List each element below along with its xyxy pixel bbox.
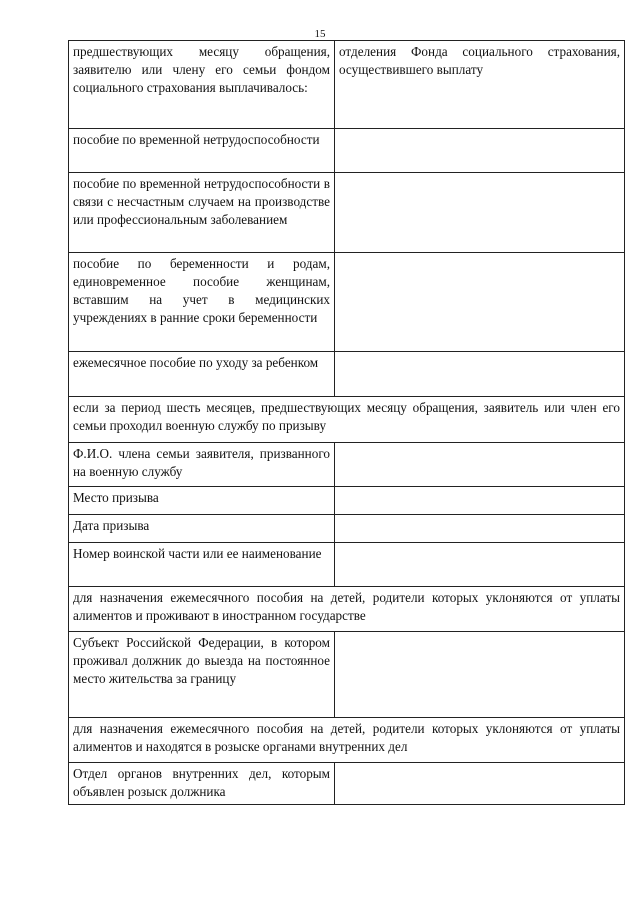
field-label: Дата призыва [69,515,335,543]
table-row [69,173,625,253]
page-number: 15 [314,28,326,40]
field-label: Субъект Российской Федерации, в котором проживал должник до выезда на постоянное место жительства за границу [69,632,335,718]
field-label: Отдел органов внутренних дел, которым объявлен розыск должника [69,763,335,805]
application-form-table [68,40,625,805]
field-label: Место призыва [69,487,335,515]
field-value[interactable] [335,632,625,718]
field-label: ежемесячное пособие по уходу за ребенком [69,352,335,397]
field-label: пособие по временной нетрудоспособности [69,129,335,173]
field-value[interactable] [335,763,625,805]
section-header-abroad: для назначения ежемесячного пособия на детей, родители которых уклоняются от уплаты алиментов и проживают в иностранном государстве [69,587,625,632]
field-value[interactable] [335,515,625,543]
table-row [69,515,625,543]
field-label: Ф.И.О. члена семьи заявителя, призванного на военную службу [69,443,335,487]
section-header-row [69,587,625,632]
field-label: пособие по временной нетрудоспособности в связи с несчастным случаем на производстве или профессиональным заболеванием [69,173,335,253]
field-label: предшествующих месяцу обращения, заявителю или члену его семьи фондом социального страхования выплачивалось: [69,41,335,129]
table-row [69,543,625,587]
table-row [69,41,625,129]
section-header-row [69,397,625,443]
section-header-military-service: если за период шесть месяцев, предшествующих месяцу обращения, заявитель или член его семьи проходил военную службу по призыву [69,397,625,443]
table-row [69,443,625,487]
field-value[interactable] [335,543,625,587]
section-header-wanted: для назначения ежемесячного пособия на детей, родители которых уклоняются от уплаты алиментов и находятся в розыске органами внутренних дел [69,718,625,763]
field-value[interactable] [335,253,625,352]
field-value[interactable] [335,129,625,173]
field-value[interactable] [335,487,625,515]
field-value[interactable] [335,352,625,397]
field-label: Номер воинской части или ее наименование [69,543,335,587]
table-row [69,253,625,352]
section-header-row [69,718,625,763]
table-row [69,129,625,173]
table-row [69,352,625,397]
field-label: пособие по беременности и родам, единовременное пособие женщинам, вставшим на учет в медицинских учреждениях в ранние сроки беременности [69,253,335,352]
table-row [69,763,625,805]
table-row [69,632,625,718]
table-row [69,487,625,515]
field-value[interactable] [335,443,625,487]
field-value[interactable] [335,173,625,253]
field-value: отделения Фонда социального страхования, осуществившего выплату [335,41,625,129]
